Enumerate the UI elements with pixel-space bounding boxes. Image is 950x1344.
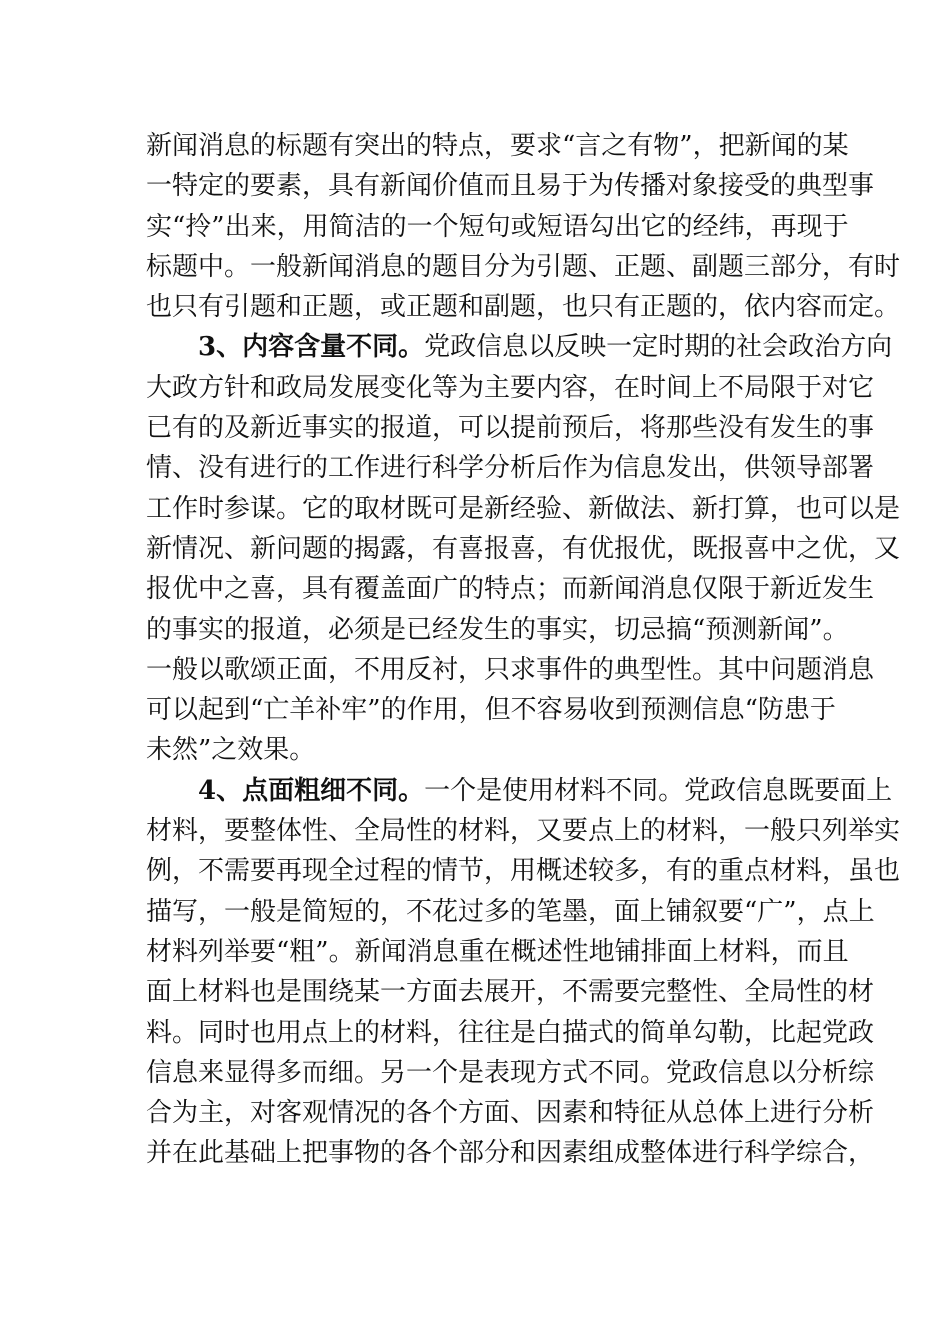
text-line: 材料，要整体性、全局性的材料，又要点上的材料，一般只列举实 <box>146 816 901 847</box>
text-line: 料。同时也用点上的材料，往往是白描式的简单勾勒，比起党政 <box>146 1017 875 1048</box>
text-line: 报优中之喜，具有覆盖面广的特点；而新闻消息仅限于新近发生 <box>146 574 875 605</box>
text-line: 并在此基础上把事物的各个部分和因素组成整体进行科学综合， <box>146 1138 875 1169</box>
text-line: 新情况、新问题的揭露，有喜报喜，有优报优，既报喜中之优，又 <box>146 533 901 564</box>
section-4-first-line-text: 一个是使用材料不同。党政信息既要面上 <box>424 775 893 806</box>
text-line: 例，不需要再现全过程的情节，用概述较多，有的重点材料，虽也 <box>146 856 901 887</box>
text-line: 的事实的报道，必须是已经发生的事实，切忌搞“预测新闻”。 <box>146 614 849 645</box>
section-4-first-line <box>146 771 893 811</box>
text-line: 一特定的要素，具有新闻价值而且易于为传播对象接受的典型事 <box>146 171 875 202</box>
text-line: 合为主，对客观情况的各个方面、因素和特征从总体上进行分析 <box>146 1098 875 1129</box>
section-3-first-line-text: 党政信息以反映一定时期的社会政治方向 <box>424 332 893 363</box>
text-line: 未然”之效果。 <box>146 735 316 766</box>
section-4-heading: 4、点面粗细不同。 <box>198 775 425 806</box>
text-line: 已有的及新近事实的报道，可以提前预后，将那些没有发生的事 <box>146 413 875 444</box>
body-text <box>146 126 901 1174</box>
text-line: 描写，一般是简短的，不花过多的笔墨，面上铺叙要“广”，点上 <box>146 896 875 927</box>
text-line: 一般以歌颂正面，不用反衬，只求事件的典型性。其中问题消息 <box>146 654 875 685</box>
text-line: 可以起到“亡羊补牢”的作用，但不容易收到预测信息“防患于 <box>146 695 836 726</box>
text-line: 实“拎”出来，用简洁的一个短句或短语勾出它的经纬，再现于 <box>146 211 849 242</box>
text-line: 大政方针和政局发展变化等为主要内容，在时间上不局限于对它 <box>146 372 875 403</box>
text-line: 信息来显得多而细。另一个是表现方式不同。党政信息以分析综 <box>146 1057 875 1088</box>
text-line: 标题中。一般新闻消息的题目分为引题、正题、副题三部分，有时 <box>146 251 901 282</box>
text-line: 面上材料也是围绕某一方面去展开，不需要完整性、全局性的材 <box>146 977 875 1008</box>
text-line: 新闻消息的标题有突出的特点，要求“言之有物”，把新闻的某 <box>146 131 849 161</box>
section-3-first-line <box>146 327 893 367</box>
text-line: 工作时参谋。它的取材既可是新经验、新做法、新打算，也可以是 <box>146 493 901 524</box>
text-line: 材料列举要“粗”。新闻消息重在概述性地铺排面上材料，而且 <box>146 936 849 967</box>
section-3-heading: 3、内容含量不同。 <box>198 332 425 363</box>
text-line: 情、没有进行的工作进行科学分析后作为信息发出，供领导部署 <box>146 453 875 484</box>
text-line: 也只有引题和正题，或正题和副题，也只有正题的，依内容而定。 <box>146 292 901 323</box>
